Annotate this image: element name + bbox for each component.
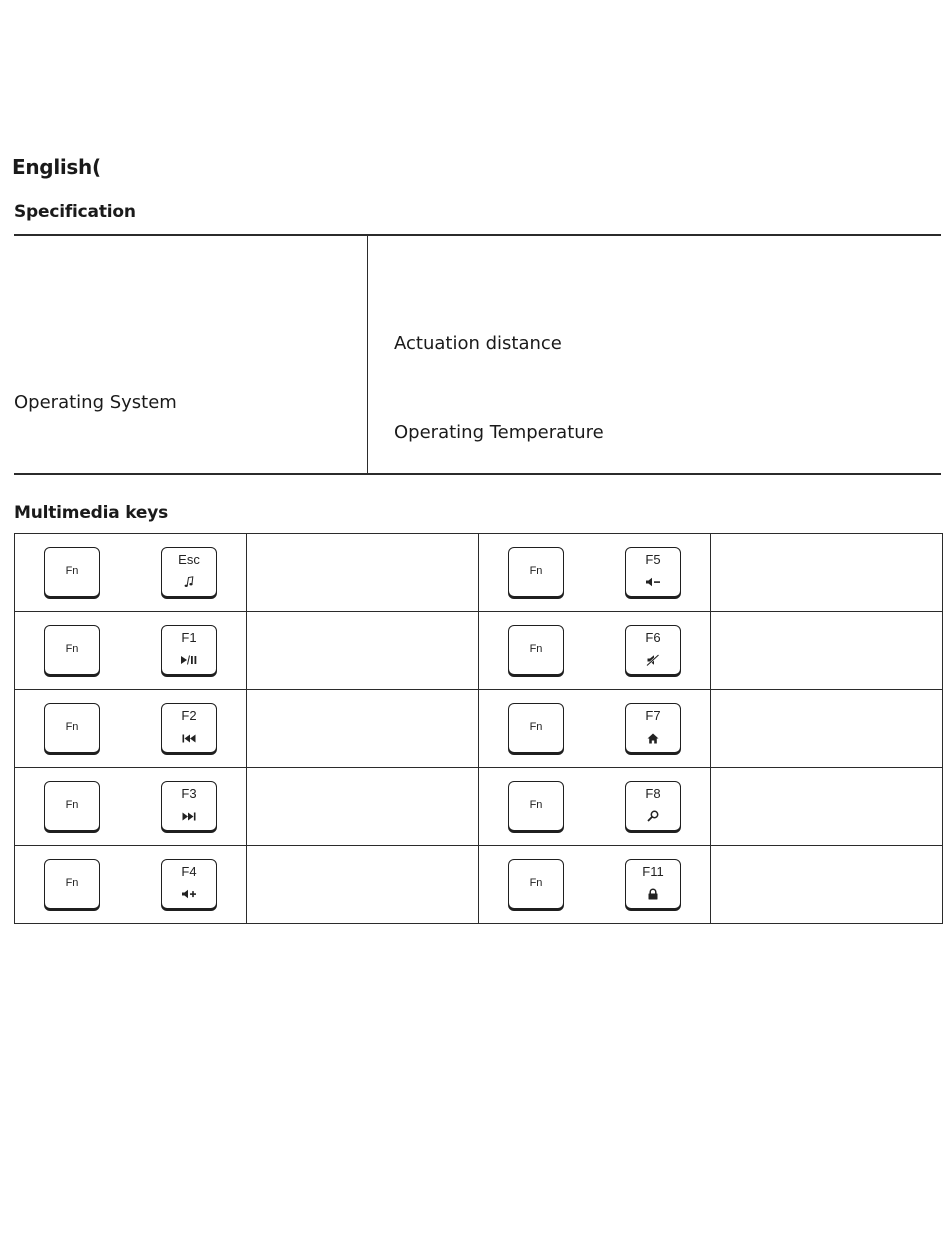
function-description-cell bbox=[247, 690, 479, 768]
function-description-cell bbox=[247, 612, 479, 690]
volume-down-icon bbox=[626, 575, 680, 589]
function-key-label: F7 bbox=[645, 708, 661, 723]
language-heading: English( bbox=[12, 155, 101, 179]
multimedia-row bbox=[15, 690, 943, 768]
fn-key-label: Fn bbox=[529, 721, 543, 733]
key-combo-cell bbox=[15, 534, 247, 612]
function-key bbox=[625, 781, 681, 831]
fn-key bbox=[44, 625, 100, 675]
specification-table bbox=[14, 234, 941, 475]
actuation-distance-label: Actuation distance bbox=[394, 333, 562, 354]
function-key bbox=[625, 703, 681, 753]
function-description-cell bbox=[711, 768, 943, 846]
multimedia-row bbox=[15, 612, 943, 690]
fn-key bbox=[44, 781, 100, 831]
fn-key-label: Fn bbox=[65, 565, 79, 577]
specification-divider bbox=[367, 236, 368, 473]
previous-track-icon bbox=[162, 731, 216, 745]
function-key bbox=[625, 859, 681, 909]
search-icon bbox=[626, 809, 680, 823]
lock-icon bbox=[626, 887, 680, 901]
function-key bbox=[625, 625, 681, 675]
music-note-icon bbox=[162, 575, 216, 589]
function-key-label: F2 bbox=[181, 708, 197, 723]
function-key bbox=[161, 781, 217, 831]
function-description-cell bbox=[711, 612, 943, 690]
fn-key bbox=[44, 703, 100, 753]
key-combo-cell bbox=[479, 534, 711, 612]
fn-key bbox=[508, 781, 564, 831]
fn-key-label: Fn bbox=[65, 721, 79, 733]
function-description-cell bbox=[711, 846, 943, 924]
fn-key-label: Fn bbox=[65, 643, 79, 655]
function-key-label: F5 bbox=[645, 552, 661, 567]
mute-icon bbox=[626, 653, 680, 667]
function-description-cell bbox=[711, 534, 943, 612]
multimedia-row bbox=[15, 534, 943, 612]
function-key bbox=[161, 625, 217, 675]
multimedia-row bbox=[15, 768, 943, 846]
fn-key bbox=[44, 547, 100, 597]
key-combo-cell bbox=[479, 612, 711, 690]
function-description-cell bbox=[711, 690, 943, 768]
function-description-cell bbox=[247, 534, 479, 612]
fn-key-label: Fn bbox=[65, 877, 79, 889]
function-key-label: F11 bbox=[642, 864, 664, 879]
key-combo-cell bbox=[479, 690, 711, 768]
function-key bbox=[161, 703, 217, 753]
play-pause-icon bbox=[162, 653, 216, 667]
key-combo-cell bbox=[479, 846, 711, 924]
fn-key bbox=[508, 859, 564, 909]
function-key bbox=[161, 859, 217, 909]
fn-key-label: Fn bbox=[529, 877, 543, 889]
fn-key bbox=[44, 859, 100, 909]
multimedia-keys-table bbox=[14, 533, 943, 924]
key-combo-cell bbox=[15, 846, 247, 924]
function-key bbox=[161, 547, 217, 597]
volume-up-icon bbox=[162, 887, 216, 901]
fn-key bbox=[508, 625, 564, 675]
key-combo-cell bbox=[479, 768, 711, 846]
function-key-label: F8 bbox=[645, 786, 661, 801]
key-combo-cell bbox=[15, 612, 247, 690]
function-key-label: F6 bbox=[645, 630, 661, 645]
home-icon bbox=[626, 731, 680, 745]
function-key-label: F1 bbox=[181, 630, 197, 645]
multimedia-keys-title: Multimedia keys bbox=[14, 503, 169, 523]
fn-key-label: Fn bbox=[529, 565, 543, 577]
fn-key-label: Fn bbox=[529, 799, 543, 811]
specification-title: Specification bbox=[14, 202, 136, 222]
key-combo-cell bbox=[15, 768, 247, 846]
next-track-icon bbox=[162, 809, 216, 823]
fn-key-label: Fn bbox=[65, 799, 79, 811]
fn-key bbox=[508, 547, 564, 597]
multimedia-row bbox=[15, 846, 943, 924]
function-key-label: F4 bbox=[181, 864, 197, 879]
key-combo-cell bbox=[15, 690, 247, 768]
fn-key-label: Fn bbox=[529, 643, 543, 655]
function-description-cell bbox=[247, 846, 479, 924]
function-key bbox=[625, 547, 681, 597]
function-description-cell bbox=[247, 768, 479, 846]
function-key-label: F3 bbox=[181, 786, 197, 801]
function-key-label: Esc bbox=[178, 552, 200, 567]
operating-temperature-label: Operating Temperature bbox=[394, 422, 604, 443]
fn-key bbox=[508, 703, 564, 753]
operating-system-label: Operating System bbox=[14, 392, 177, 413]
